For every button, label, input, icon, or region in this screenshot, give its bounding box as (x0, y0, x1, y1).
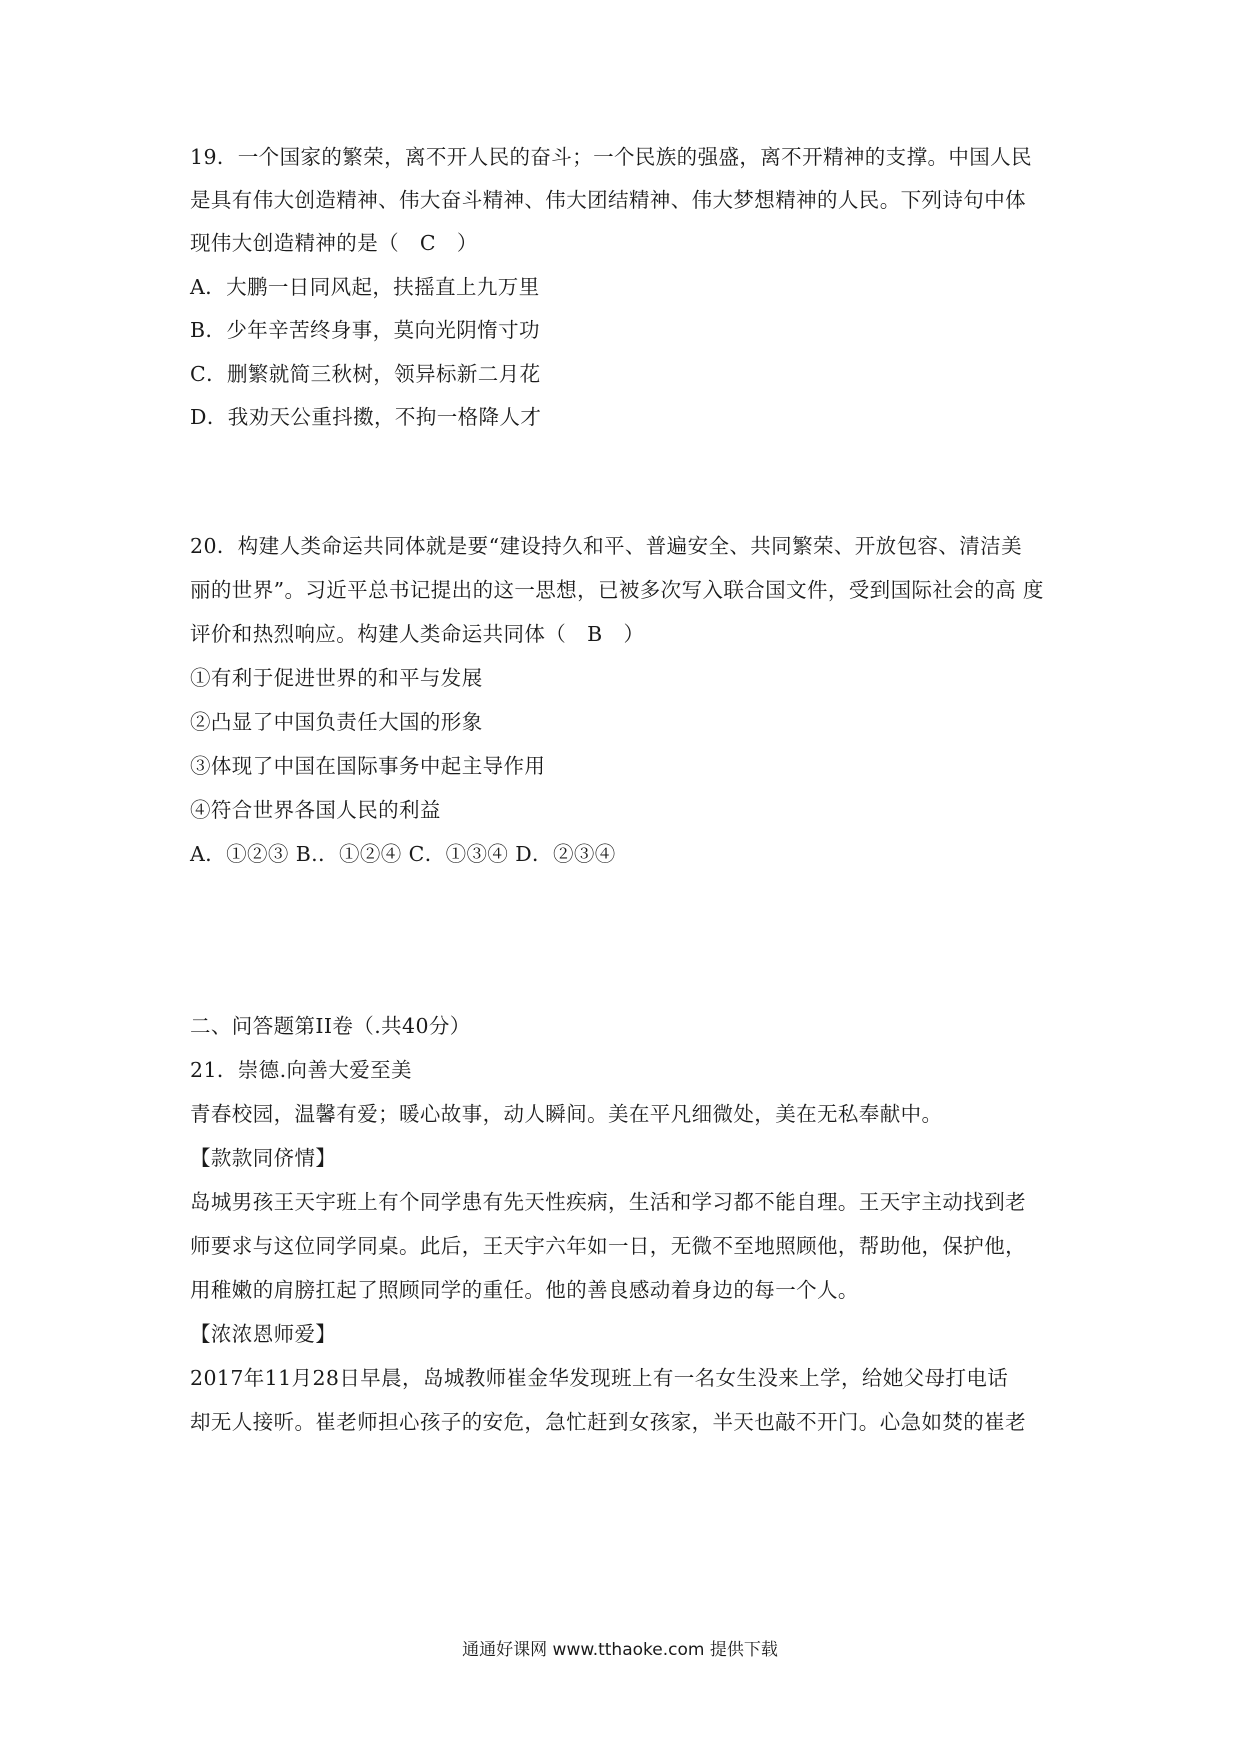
q20-statement-1: ①有利于促进世界的和平与发展 (190, 666, 483, 690)
q19-option-d: D．我劝天公重抖擞，不拘一格降人才 (190, 405, 542, 429)
q21-sub1-line-2: 师要求与这位同学同桌。此后，王天宇六年如一日，无微不至地照顾他，帮助他，保护他， (190, 1234, 1026, 1258)
q19-option-b: B．少年辛苦终身事，莫向光阴惰寸功 (190, 318, 540, 342)
q20-stem-line-2: 丽的世界”。习近平总书记提出的这一思想，已被多次写入联合国文件，受到国际社会的高 度 (190, 578, 1044, 602)
q19-stem-line-3: 现伟大创造精神的是（ C ） (190, 231, 478, 255)
q19-stem-line-2: 是具有伟大创造精神、伟大奋斗精神、伟大团结精神、伟大梦想精神的人民。下列诗句中体 (190, 188, 1026, 212)
section-2-heading: 二、问答题第II卷（.共40分） (190, 1014, 471, 1038)
q19-stem-line-1: 19．一个国家的繁荣，离不开人民的奋斗；一个民族的强盛，离不开精神的支撑。中国人民 (190, 145, 1032, 169)
q21-sub1-line-1: 岛城男孩王天宇班上有个同学患有先天性疾病，生活和学习都不能自理。王天宇主动找到老 (190, 1190, 1026, 1214)
q20-stem-line-3: 评价和热烈响应。构建人类命运共同体（ B ） (190, 622, 645, 646)
q21-sub2-title: 【浓浓恩师爱】 (190, 1322, 337, 1346)
q21-sub1-title: 【款款同侪情】 (190, 1146, 337, 1170)
page-footer: 通通好课网 www.tthaoke.com 提供下载 (462, 1640, 778, 1660)
q20-options: A．①②③ B.．①②④ C．①③④ D．②③④ (190, 842, 616, 866)
q20-statement-4: ④符合世界各国人民的利益 (190, 798, 441, 822)
q21-sub2-line-2: 却无人接听。崔老师担心孩子的安危，急忙赶到女孩家，半天也敲不开门。心急如焚的崔老 (190, 1410, 1026, 1434)
q21-intro: 青春校园，温馨有爱；暖心故事，动人瞬间。美在平凡细微处，美在无私奉献中。 (190, 1102, 943, 1126)
q21-sub1-line-3: 用稚嫩的肩膀扛起了照顾同学的重任。他的善良感动着身边的每一个人。 (190, 1278, 859, 1302)
q21-sub2-line-1: 2017年11月28日早晨，岛城教师崔金华发现班上有一名女生没来上学，给她父母打电话 (190, 1366, 1009, 1390)
q20-statement-3: ③体现了中国在国际事务中起主导作用 (190, 754, 546, 778)
q19-option-c: C．删繁就简三秋树，领异标新二月花 (190, 362, 541, 386)
q21-title: 21．崇德.向善大爱至美 (190, 1058, 412, 1082)
q19-option-a: A．大鹏一日同风起，扶摇直上九万里 (190, 275, 540, 299)
q20-statement-2: ②凸显了中国负责任大国的形象 (190, 710, 483, 734)
q20-stem-line-1: 20．构建人类命运共同体就是要“建设持久和平、普遍安全、共同繁荣、开放包容、清洁美 (190, 534, 1022, 558)
